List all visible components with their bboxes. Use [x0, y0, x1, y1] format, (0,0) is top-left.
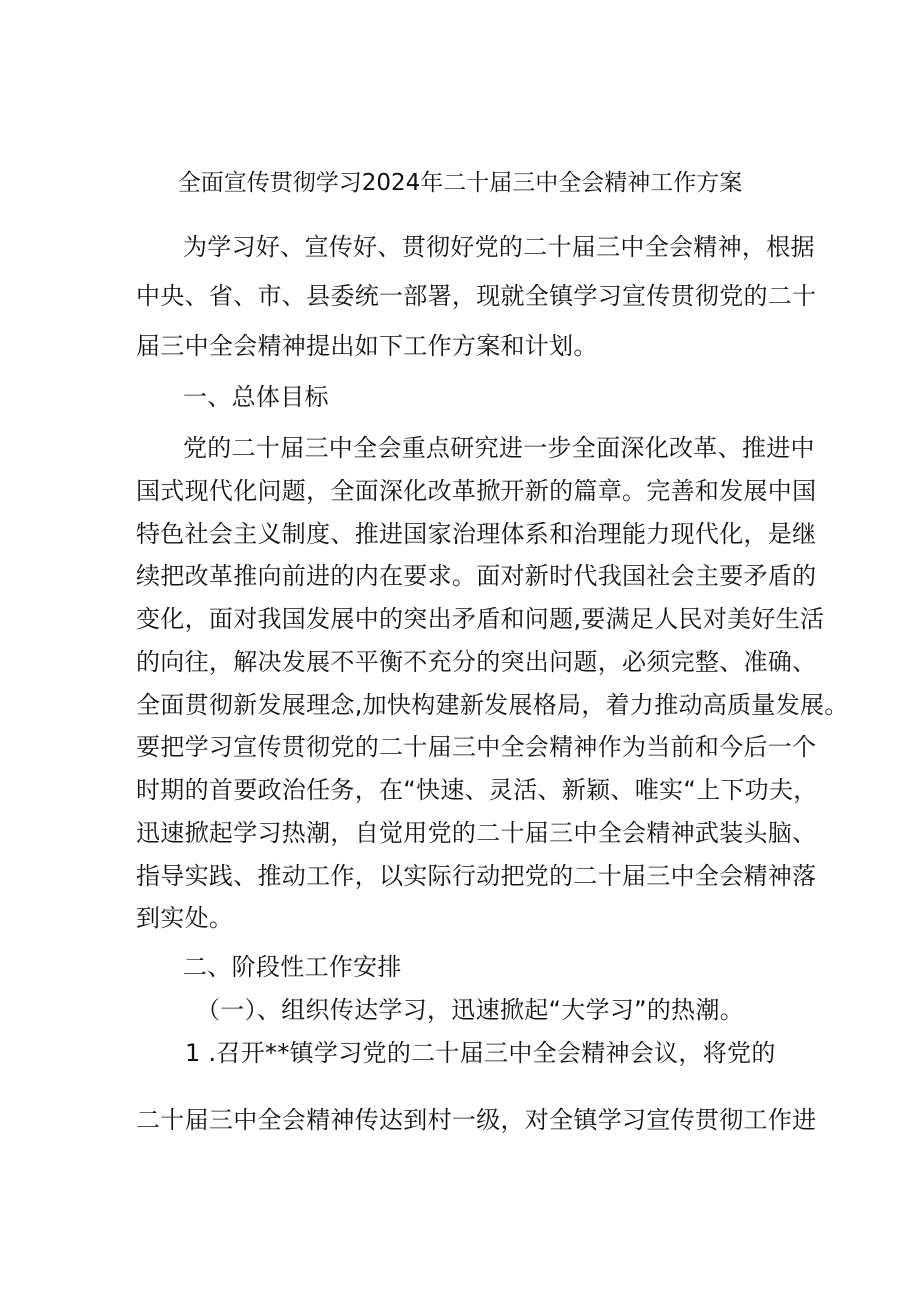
- section-heading: 一、总体目标: [183, 383, 329, 411]
- paragraph-line: 变化，面对我国发展中的突出矛盾和问题,要满足人民对美好生活: [136, 605, 825, 633]
- paragraph-line: 届三中全会精神提出如下工作方案和计划。: [136, 332, 598, 360]
- paragraph-line: 国式现代化问题，全面深化改革掀开新的篇章。完善和发展中国: [136, 477, 817, 505]
- subsection-heading: （一）、组织传达学习，迅速掀起“大学习”的热潮。: [196, 996, 745, 1024]
- list-item: 1 .召开**镇学习党的二十届三中全会精神会议，将党的: [185, 1039, 776, 1067]
- paragraph-line: 特色社会主义制度、推进国家治理体系和治理能力现代化，是继: [136, 520, 817, 548]
- paragraph-line: 的向往，解决发展不平衡不充分的突出问题，必须完整、准确、: [136, 648, 817, 676]
- paragraph-line: 党的二十届三中全会重点研究进一步全面深化改革、推进中: [183, 434, 815, 462]
- document-title: 全面宣传贯彻学习2024年二十届三中全会精神工作方案: [177, 170, 743, 196]
- paragraph-line: 要把学习宣传贯彻党的二十届三中全会精神作为当前和今后一个: [136, 733, 817, 761]
- paragraph-line: 续把改革推向前进的内在要求。面对新时代我国社会主要矛盾的: [136, 562, 817, 590]
- paragraph-line: 时期的首要政治任务，在“快速、灵活、新颖、唯实“上下功夫，: [136, 776, 818, 804]
- paragraph-line: 迅速掀起学习热潮，自觉用党的二十届三中全会精神武装头脑、: [136, 819, 817, 847]
- paragraph-line: 中央、省、市、县委统一部署，现就全镇学习宣传贯彻党的二十: [136, 282, 817, 310]
- paragraph-line: 到实处。: [136, 904, 234, 932]
- paragraph-line: 二十届三中全会精神传达到村一级，对全镇学习宣传贯彻工作进: [136, 1106, 817, 1134]
- paragraph-line: 全面贯彻新发展理念,加快构建新发展格局，着力推动高质量发展。: [136, 691, 849, 719]
- section-heading: 二、阶段性工作安排: [183, 953, 402, 981]
- paragraph-line: 指导实践、推动工作，以实际行动把党的二十届三中全会精神落: [136, 862, 817, 890]
- paragraph-line: 为学习好、宣传好、贯彻好党的二十届三中全会精神，根据: [183, 233, 815, 261]
